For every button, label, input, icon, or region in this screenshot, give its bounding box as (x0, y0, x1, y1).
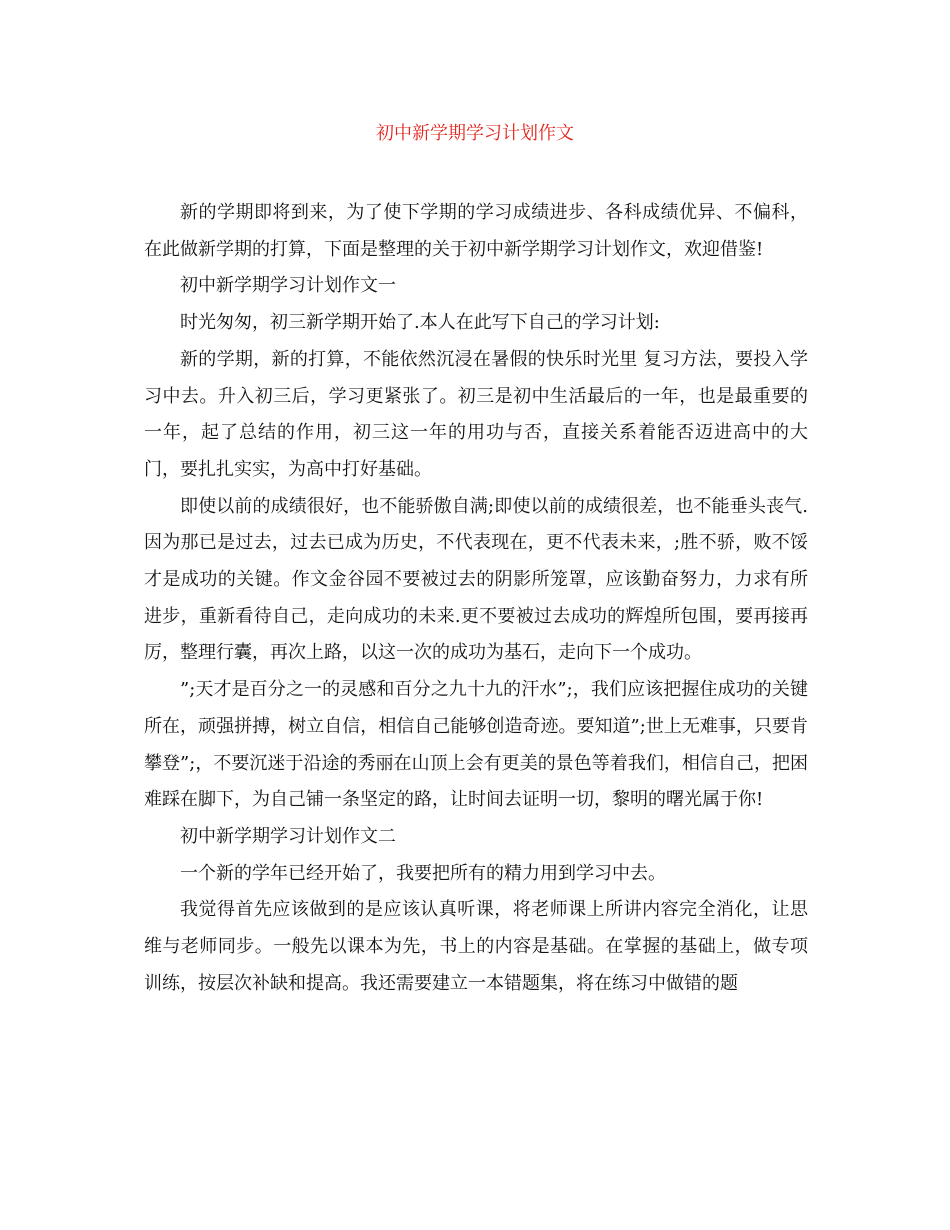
paragraph: 新的学期，新的打算，不能依然沉浸在暑假的快乐时光里 复习方法，要投入学习中去。升入初三后，学习更紧张了。初三是初中生活最后的一年，也是最重要的一年，起了总结的作用，初三这一年的用功与否，直接关系着能否迈进高中的大门，要扎扎实实，为高中打好基础。 (144, 348, 808, 480)
section-heading-one: 初中新学期学习计划作文一 (180, 275, 396, 297)
paragraph: 即使以前的成绩很好，也不能骄傲自满;即使以前的成绩很差，也不能垂头丧气.因为那已是过去，过去已成为历史，不代表现在，更不代表未来，;胜不骄，败不馁才是成功的关键。作文金谷园不要被过去的阴影所笼罩，应该勤奋努力，力求有所进步，重新看待自己，走向成功的未来.更不要被过去成功的辉煌所包围，要再接再厉，整理行囊，再次上路，以这一次的成功为基石，走向下一个成功。 (144, 495, 808, 664)
paragraph: 一个新的学年已经开始了，我要把所有的精力用到学习中去。 (180, 862, 666, 884)
paragraph: ”;天才是百分之一的灵感和百分之九十九的汗水”;，我们应该把握住成功的关键所在，顽强拼搏，树立自信，相信自己能够创造奇迹。要知道”;世上无难事，只要肯攀登”;，不要沉迷于沿途的秀丽在山顶上会有更美的景色等着我们，相信自己，把困难踩在脚下，为自己铺一条坚定的路，让时间去证明一切，黎明的曙光属于你! (144, 679, 808, 811)
paragraph: 时光匆匆，初三新学期开始了.本人在此写下自己的学习计划: (180, 312, 660, 334)
document-title: 初中新学期学习计划作文 (376, 123, 574, 144)
document-body (144, 195, 808, 1002)
paragraph-intro: 新的学期即将到来，为了使下学期的学习成绩进步、各科成绩优异、不偏科，在此做新学期的打算，下面是整理的关于初中新学期学习计划作文，欢迎借鉴! (144, 202, 808, 260)
paragraph: 我觉得首先应该做到的是应该认真听课，将老师课上所讲内容完全消化，让思维与老师同步。一般先以课本为先，书上的内容是基础。在掌握的基础上，做专项训练，按层次补缺和提高。我还需要建立一本错题集，将在练习中做错的题 (144, 899, 808, 994)
section-heading-two: 初中新学期学习计划作文二 (180, 825, 396, 847)
